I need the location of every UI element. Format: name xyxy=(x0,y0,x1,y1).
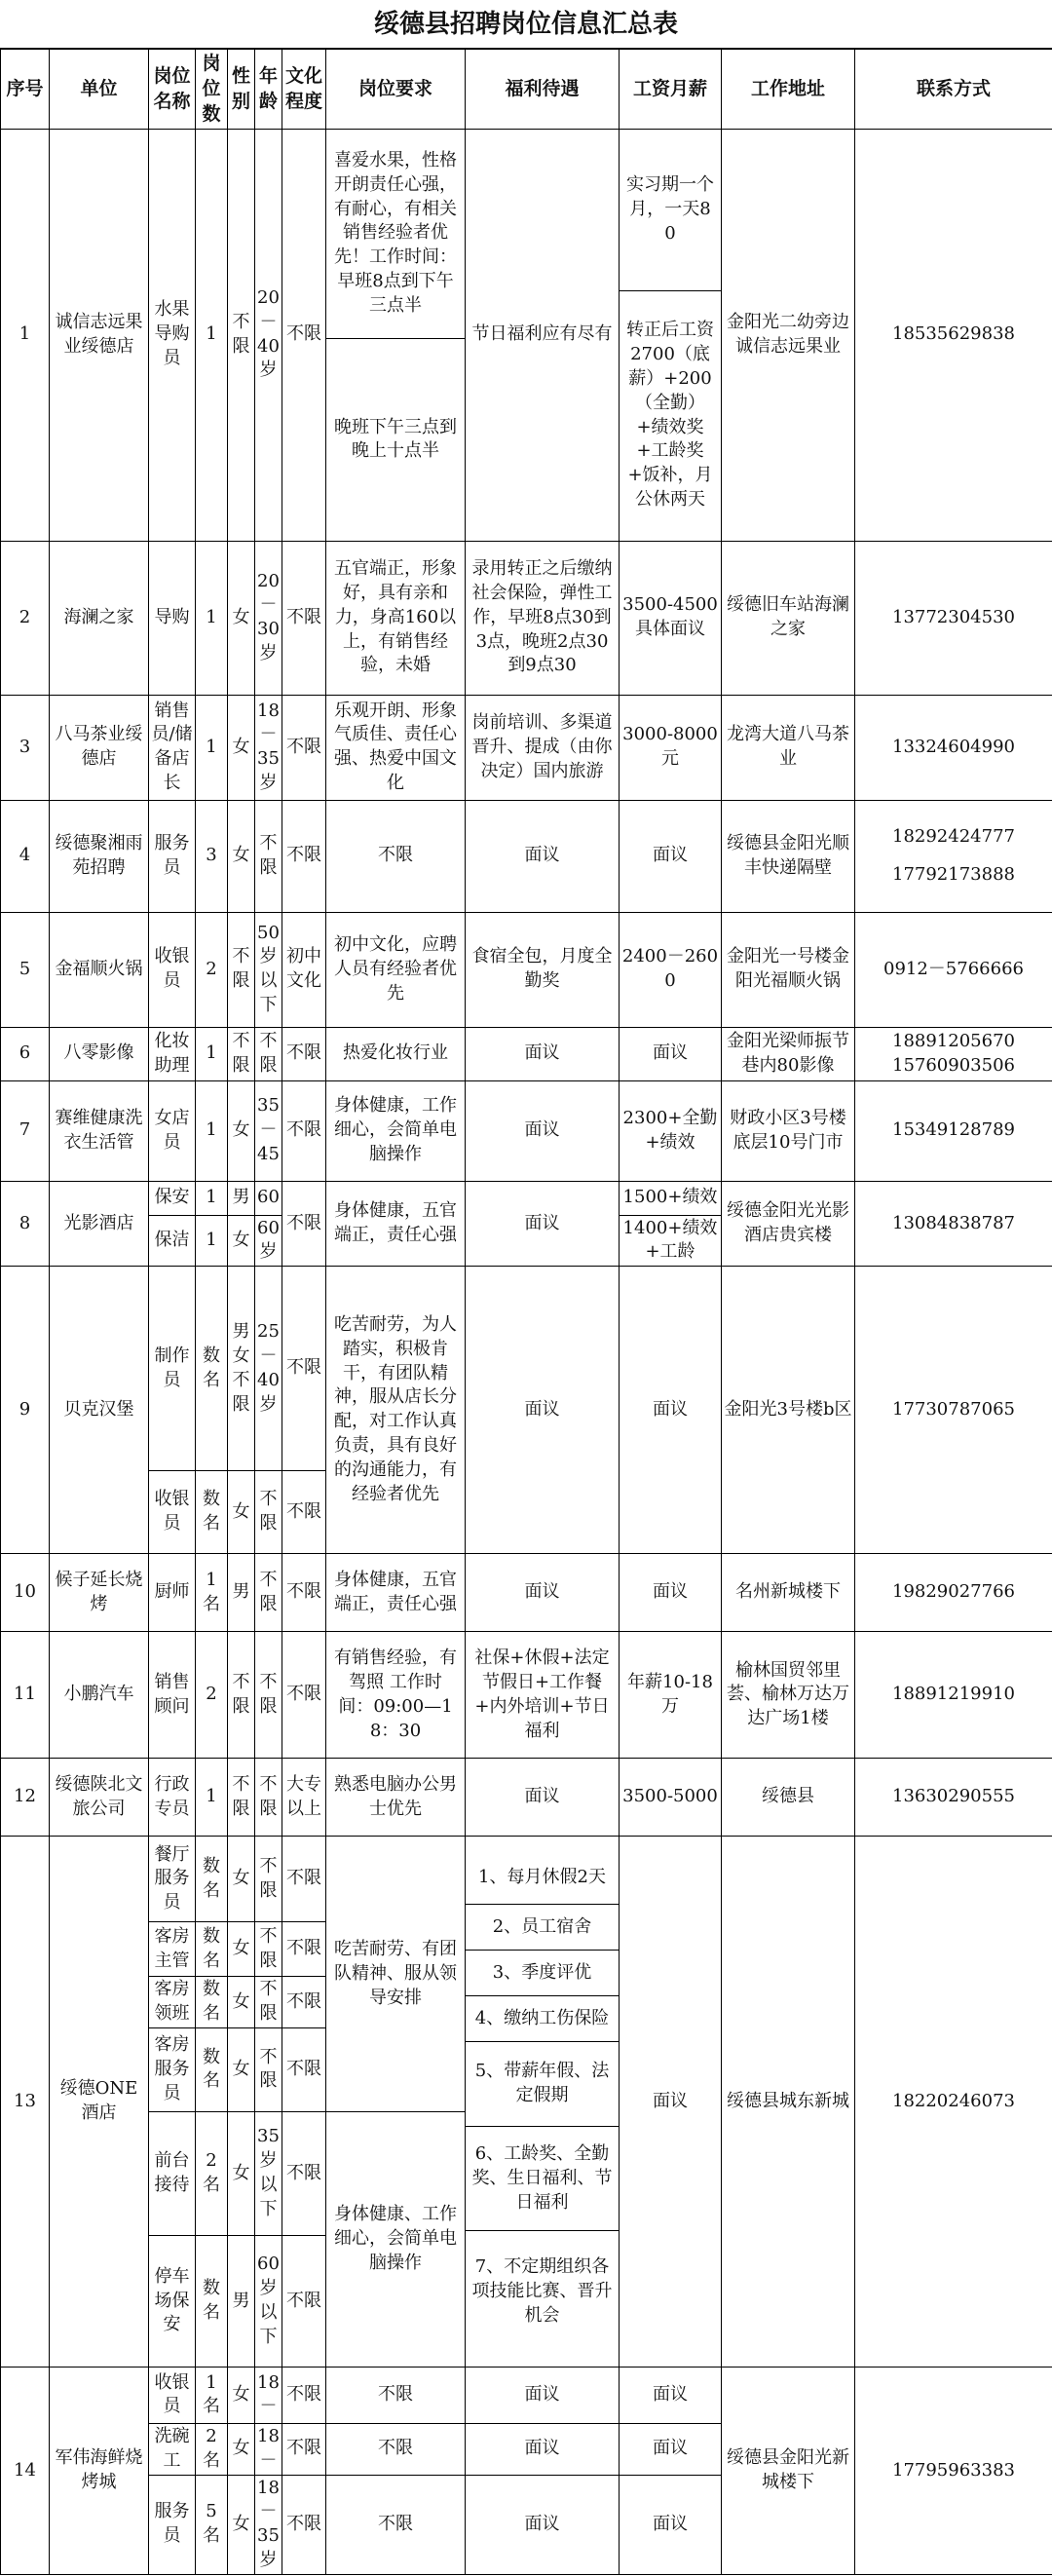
cell-welfare: 节日福利应有尽有 xyxy=(466,129,620,541)
cell-position: 制作员 xyxy=(149,1267,196,1471)
cell-salary: 1500+绩效 xyxy=(620,1181,722,1215)
header-no: 序号 xyxy=(1,50,50,130)
cell-company: 候子延长烧烤 xyxy=(50,1554,149,1632)
table-row xyxy=(1,1080,1052,1181)
page-title: 绥德县招聘岗位信息汇总表 xyxy=(0,0,1052,49)
cell-address: 金阳光3号楼b区 xyxy=(722,1267,855,1554)
cell-salary: 2300+全勤+绩效 xyxy=(620,1080,722,1181)
cell-age: 不限 xyxy=(255,1977,282,2028)
cell-position: 女店员 xyxy=(149,1080,196,1181)
welfare-item: 6、工龄奖、全勤奖、生日福利、节日福利 xyxy=(466,2127,619,2231)
cell-position: 收银员 xyxy=(149,912,196,1027)
cell-count: 1 xyxy=(196,1181,228,1215)
welfare-item: 4、缴纳工伤保险 xyxy=(466,1996,619,2042)
cell-requirements: 初中文化，应聘人员有经验者优先 xyxy=(326,912,466,1027)
cell-age: 18－35岁 xyxy=(255,695,282,800)
cell-contact xyxy=(855,800,1052,912)
table-row xyxy=(1,1027,1052,1080)
cell-count: 数名 xyxy=(196,1977,228,2028)
cell-education: 不限 xyxy=(282,129,326,541)
cell-welfare: 面议 xyxy=(466,1759,620,1837)
cell-address: 绥德金阳光光影酒店贵宾楼 xyxy=(722,1181,855,1267)
cell-company: 八马茶业绥德店 xyxy=(50,695,149,800)
cell-welfare: 食宿全包，月度全勤奖 xyxy=(466,912,620,1027)
cell-address: 金阳光一号楼金阳光福顺火锅 xyxy=(722,912,855,1027)
cell-address: 绥德县金阳光新城楼下 xyxy=(722,2367,855,2574)
cell-education: 不限 xyxy=(282,1977,326,2028)
cell-count: 1 xyxy=(196,1215,228,1267)
welfare-item: 1、每月休假2天 xyxy=(466,1851,619,1905)
table-row xyxy=(1,1759,1052,1837)
cell-age: 18－35岁 xyxy=(255,2475,282,2574)
cell-education: 不限 xyxy=(282,1837,326,1922)
cell-contact: 13084838787 xyxy=(855,1181,1052,1267)
cell-count: 数名 xyxy=(196,1471,228,1554)
cell-address: 金阳光二幼旁边诚信志远果业 xyxy=(722,129,855,541)
cell-welfare: 面议 xyxy=(466,2475,620,2574)
cell-age: 50岁以下 xyxy=(255,912,282,1027)
cell-position: 行政专员 xyxy=(149,1759,196,1837)
table-row xyxy=(1,800,1052,912)
cell-no: 5 xyxy=(1,912,50,1027)
header-age: 年龄 xyxy=(255,50,282,130)
cell-gender: 不限 xyxy=(228,1027,255,1080)
salary-regular: 转正后工资2700（底薪）+200（全勤）+绩效奖+工龄奖+饭补，月公休两天 xyxy=(626,320,714,511)
cell-gender: 女 xyxy=(228,1977,255,2028)
cell-requirements: 身体健康，五官端正，责任心强 xyxy=(326,1554,466,1632)
cell-company: 军伟海鲜烧烤城 xyxy=(50,2367,149,2574)
cell-gender: 男 xyxy=(228,2235,255,2367)
cell-welfare: 社保+休假+法定节假日+工作餐+内外培训+节日福利 xyxy=(466,1632,620,1759)
cell-welfare: 面议 xyxy=(466,1554,620,1632)
cell-no: 7 xyxy=(1,1080,50,1181)
cell-age: 不限 xyxy=(255,1837,282,1922)
cell-age: 18－ xyxy=(255,2423,282,2475)
cell-contact: 13324604990 xyxy=(855,695,1052,800)
contact-phone-1: 18292424777 xyxy=(892,825,1015,847)
cell-education: 不限 xyxy=(282,2475,326,2574)
cell-welfare: 面议 xyxy=(466,1080,620,1181)
cell-gender: 女 xyxy=(228,2027,255,2111)
cell-address: 绥德县城东新城 xyxy=(722,1837,855,2368)
cell-education: 不限 xyxy=(282,1471,326,1554)
cell-age: 35岁以下 xyxy=(255,2111,282,2235)
cell-gender: 男 xyxy=(228,1554,255,1632)
cell-age: 18－ xyxy=(255,2367,282,2423)
recruitment-table xyxy=(0,49,1052,2575)
table-row xyxy=(1,1632,1052,1759)
table-row xyxy=(1,1554,1052,1632)
welfare-item: 5、带薪年假、法定假期 xyxy=(466,2042,619,2127)
cell-position: 保洁 xyxy=(149,1215,196,1267)
cell-age: 不限 xyxy=(255,1554,282,1632)
cell-education: 不限 xyxy=(282,2367,326,2423)
table-row xyxy=(1,1181,1052,1215)
cell-no: 9 xyxy=(1,1267,50,1554)
cell-position: 厨师 xyxy=(149,1554,196,1632)
cell-welfare: 岗前培训、多渠道晋升、提成（由你决定）国内旅游 xyxy=(466,695,620,800)
cell-requirements: 热爱化妆行业 xyxy=(326,1027,466,1080)
cell-salary: 面议 xyxy=(620,1027,722,1080)
cell-gender: 不限 xyxy=(228,1759,255,1837)
cell-count: 1 xyxy=(196,129,228,541)
cell-gender: 男女不限 xyxy=(228,1267,255,1471)
cell-gender: 女 xyxy=(228,2475,255,2574)
cell-salary: 1400+绩效+工龄 xyxy=(620,1215,722,1267)
cell-count: 1 xyxy=(196,695,228,800)
cell-age: 不限 xyxy=(255,1922,282,1977)
cell-gender: 女 xyxy=(228,2111,255,2235)
cell-no: 3 xyxy=(1,695,50,800)
welfare-item: 3、季度评优 xyxy=(466,1951,619,1996)
cell-contact: 0912－5766666 xyxy=(855,912,1052,1027)
cell-contact xyxy=(855,1027,1052,1080)
cell-position: 客房主管 xyxy=(149,1922,196,1977)
cell-gender: 不限 xyxy=(228,912,255,1027)
cell-salary: 面议 xyxy=(620,2475,722,2574)
cell-gender: 女 xyxy=(228,2423,255,2475)
cell-count: 1 xyxy=(196,1027,228,1080)
cell-count: 数名 xyxy=(196,2235,228,2367)
header-company: 单位 xyxy=(50,50,149,130)
cell-address: 榆林国贸邻里荟、榆林万达万达广场1楼 xyxy=(722,1632,855,1759)
cell-position: 洗碗工 xyxy=(149,2423,196,2475)
cell-address: 龙湾大道八马茶业 xyxy=(722,695,855,800)
cell-address: 金阳光梁师振节巷内80影像 xyxy=(722,1027,855,1080)
header-salary: 工资月薪 xyxy=(620,50,722,130)
cell-contact: 13772304530 xyxy=(855,541,1052,695)
salary-probation: 实习期一个月，一天80 xyxy=(620,130,721,291)
cell-education: 不限 xyxy=(282,695,326,800)
cell-age: 35－45 xyxy=(255,1080,282,1181)
cell-contact: 17730787065 xyxy=(855,1267,1052,1554)
cell-position: 收银员 xyxy=(149,1471,196,1554)
cell-welfare: 面议 xyxy=(466,1267,620,1554)
cell-no: 4 xyxy=(1,800,50,912)
cell-company: 赛维健康洗衣生活管 xyxy=(50,1080,149,1181)
cell-position: 前台接待 xyxy=(149,2111,196,2235)
cell-gender: 女 xyxy=(228,1215,255,1267)
header-gender: 性别 xyxy=(228,50,255,130)
cell-no: 1 xyxy=(1,129,50,541)
cell-no: 14 xyxy=(1,2367,50,2574)
cell-gender: 男 xyxy=(228,1181,255,1215)
cell-position: 保安 xyxy=(149,1181,196,1215)
cell-education: 不限 xyxy=(282,541,326,695)
cell-count: 1 xyxy=(196,1080,228,1181)
table-row xyxy=(1,2367,1052,2423)
cell-age: 不限 xyxy=(255,2027,282,2111)
table-row xyxy=(1,912,1052,1027)
cell-age: 20－40岁 xyxy=(255,129,282,541)
cell-salary: 面议 xyxy=(620,800,722,912)
cell-count: 1名 xyxy=(196,2367,228,2423)
cell-company: 光影酒店 xyxy=(50,1181,149,1267)
cell-contact: 18891219910 xyxy=(855,1632,1052,1759)
cell-position: 餐厅服务员 xyxy=(149,1837,196,1922)
cell-welfare: 面议 xyxy=(466,1181,620,1267)
cell-education: 大专以上 xyxy=(282,1759,326,1837)
cell-address: 绥德县金阳光顺丰快递隔壁 xyxy=(722,800,855,912)
cell-requirements: 晚班下午三点到晚上十点半 xyxy=(326,339,466,542)
cell-contact: 15349128789 xyxy=(855,1080,1052,1181)
cell-company: 绥德陕北文旅公司 xyxy=(50,1759,149,1837)
table-row xyxy=(1,695,1052,800)
cell-count: 5名 xyxy=(196,2475,228,2574)
contact-phone-2: 17792173888 xyxy=(892,863,1015,885)
cell-no: 10 xyxy=(1,1554,50,1632)
cell-age: 不限 xyxy=(255,1759,282,1837)
cell-salary xyxy=(620,129,722,541)
cell-position: 导购 xyxy=(149,541,196,695)
cell-education: 初中文化 xyxy=(282,912,326,1027)
cell-company: 金福顺火锅 xyxy=(50,912,149,1027)
header-position: 岗位名称 xyxy=(149,50,196,130)
cell-requirements: 喜爱水果，性格开朗责任心强，有耐心，有相关销售经验者优先！工作时间：早班8点到下午三点半 xyxy=(326,129,466,339)
cell-address: 名州新城楼下 xyxy=(722,1554,855,1632)
cell-gender: 女 xyxy=(228,2367,255,2423)
cell-requirements: 吃苦耐劳，为人踏实，积极肯干，有团队精神，服从店长分配，对工作认真负责，具有良好的沟通能力，有经验者优先 xyxy=(326,1267,466,1554)
cell-no: 12 xyxy=(1,1759,50,1837)
cell-contact: 13630290555 xyxy=(855,1759,1052,1837)
cell-position: 客房服务员 xyxy=(149,2027,196,2111)
cell-address: 财政小区3号楼底层10号门市 xyxy=(722,1080,855,1181)
table-row xyxy=(1,129,1052,339)
header-education: 文化程度 xyxy=(282,50,326,130)
cell-education: 不限 xyxy=(282,1922,326,1977)
cell-contact: 17795963383 xyxy=(855,2367,1052,2574)
cell-age: 60 xyxy=(255,1181,282,1215)
cell-age: 不限 xyxy=(255,800,282,912)
cell-position: 服务员 xyxy=(149,2475,196,2574)
cell-salary: 面议 xyxy=(620,1837,722,2368)
cell-salary: 3500-5000 xyxy=(620,1759,722,1837)
cell-position: 水果导购员 xyxy=(149,129,196,541)
cell-education: 不限 xyxy=(282,800,326,912)
cell-count: 2名 xyxy=(196,2423,228,2475)
cell-requirements: 身体健康，工作细心，会简单电脑操作 xyxy=(326,1080,466,1181)
cell-salary: 2400－2600 xyxy=(620,912,722,1027)
cell-count: 2名 xyxy=(196,2111,228,2235)
welfare-item: 2、员工宿舍 xyxy=(466,1905,619,1951)
cell-gender: 女 xyxy=(228,800,255,912)
cell-education: 不限 xyxy=(282,2027,326,2111)
header-row xyxy=(1,50,1052,130)
cell-age: 25－40岁 xyxy=(255,1267,282,1471)
cell-salary: 面议 xyxy=(620,2423,722,2475)
welfare-item: 7、不定期组织各项技能比赛、晋升机会 xyxy=(471,2255,613,2326)
cell-requirements: 五官端正，形象好，具有亲和力，身高160以上，有销售经验，未婚 xyxy=(326,541,466,695)
cell-requirements: 乐观开朗、形象气质佳、责任心强、热爱中国文化 xyxy=(326,695,466,800)
cell-age: 60岁以下 xyxy=(255,2235,282,2367)
cell-count: 数名 xyxy=(196,1922,228,1977)
cell-age: 不限 xyxy=(255,1632,282,1759)
cell-company: 贝克汉堡 xyxy=(50,1267,149,1554)
cell-position: 客房领班 xyxy=(149,1977,196,2028)
cell-position: 化妆助理 xyxy=(149,1027,196,1080)
cell-count: 1 xyxy=(196,541,228,695)
cell-welfare xyxy=(466,1837,620,2368)
cell-age: 60岁 xyxy=(255,1215,282,1267)
cell-gender: 女 xyxy=(228,1837,255,1922)
cell-count: 2 xyxy=(196,912,228,1027)
cell-education: 不限 xyxy=(282,1632,326,1759)
cell-salary: 3500-4500具体面议 xyxy=(620,541,722,695)
cell-no: 8 xyxy=(1,1181,50,1267)
table-row xyxy=(1,1837,1052,1922)
cell-gender: 女 xyxy=(228,541,255,695)
cell-requirements: 不限 xyxy=(326,2423,466,2475)
cell-requirements: 身体健康，五官端正，责任心强 xyxy=(326,1181,466,1267)
header-count: 岗位数 xyxy=(196,50,228,130)
cell-company: 绥德聚湘雨苑招聘 xyxy=(50,800,149,912)
cell-company: 诚信志远果业绥德店 xyxy=(50,129,149,541)
cell-salary: 3000-8000元 xyxy=(620,695,722,800)
cell-count: 2 xyxy=(196,1632,228,1759)
contact-phone-1: 18891205670 xyxy=(892,1030,1015,1051)
cell-gender: 不限 xyxy=(228,1632,255,1759)
cell-position: 销售顾问 xyxy=(149,1632,196,1759)
table-row xyxy=(1,541,1052,695)
cell-salary: 面议 xyxy=(620,2367,722,2423)
table-row xyxy=(1,1267,1052,1471)
cell-company: 绥德ONE酒店 xyxy=(50,1837,149,2368)
cell-welfare: 面议 xyxy=(466,2367,620,2423)
cell-age: 不限 xyxy=(255,1027,282,1080)
cell-gender: 女 xyxy=(228,1080,255,1181)
cell-education: 不限 xyxy=(282,1080,326,1181)
header-welfare: 福利待遇 xyxy=(466,50,620,130)
cell-address: 绥德县 xyxy=(722,1759,855,1837)
cell-address: 绥德旧车站海澜之家 xyxy=(722,541,855,695)
header-address: 工作地址 xyxy=(722,50,855,130)
cell-salary: 年薪10-18万 xyxy=(620,1632,722,1759)
cell-education: 不限 xyxy=(282,1181,326,1267)
cell-welfare: 面议 xyxy=(466,800,620,912)
cell-education: 不限 xyxy=(282,2111,326,2235)
contact-phone-2: 15760903506 xyxy=(892,1054,1015,1076)
cell-no: 2 xyxy=(1,541,50,695)
cell-company: 小鹏汽车 xyxy=(50,1632,149,1759)
cell-gender: 不限 xyxy=(228,129,255,541)
cell-age: 不限 xyxy=(255,1471,282,1554)
header-requirements: 岗位要求 xyxy=(326,50,466,130)
cell-salary: 面议 xyxy=(620,1554,722,1632)
cell-education: 不限 xyxy=(282,1554,326,1632)
cell-education: 不限 xyxy=(282,1267,326,1471)
cell-no: 13 xyxy=(1,1837,50,2368)
header-contact: 联系方式 xyxy=(855,50,1052,130)
cell-gender: 女 xyxy=(228,1471,255,1554)
cell-count: 3 xyxy=(196,800,228,912)
cell-company: 海澜之家 xyxy=(50,541,149,695)
cell-contact: 19829027766 xyxy=(855,1554,1052,1632)
cell-gender: 女 xyxy=(228,695,255,800)
cell-requirements: 熟悉电脑办公男士优先 xyxy=(326,1759,466,1837)
cell-welfare: 面议 xyxy=(466,2423,620,2475)
cell-contact: 18535629838 xyxy=(855,129,1052,541)
cell-position: 停车场保安 xyxy=(149,2235,196,2367)
cell-salary: 面议 xyxy=(620,1267,722,1554)
cell-count: 数名 xyxy=(196,1837,228,1922)
cell-position: 服务员 xyxy=(149,800,196,912)
cell-requirements: 不限 xyxy=(326,2367,466,2423)
cell-count: 1 xyxy=(196,1759,228,1837)
cell-education: 不限 xyxy=(282,2423,326,2475)
cell-count: 数名 xyxy=(196,2027,228,2111)
cell-requirements: 不限 xyxy=(326,2475,466,2574)
cell-contact: 18220246073 xyxy=(855,1837,1052,2368)
cell-count: 数名 xyxy=(196,1267,228,1471)
cell-requirements: 身体健康、工作细心，会简单电脑操作 xyxy=(326,2111,466,2367)
cell-position: 销售员/储备店长 xyxy=(149,695,196,800)
cell-education: 不限 xyxy=(282,2235,326,2367)
cell-education: 不限 xyxy=(282,1027,326,1080)
cell-age: 20－30岁 xyxy=(255,541,282,695)
cell-no: 11 xyxy=(1,1632,50,1759)
cell-company: 八零影像 xyxy=(50,1027,149,1080)
cell-requirements: 有销售经验，有驾照 工作时间：09:00—18：30 xyxy=(326,1632,466,1759)
cell-position: 收银员 xyxy=(149,2367,196,2423)
cell-no: 6 xyxy=(1,1027,50,1080)
cell-requirements: 不限 xyxy=(326,800,466,912)
cell-welfare: 录用转正之后缴纳社会保险，弹性工作，早班8点30到3点，晚班2点30到9点30 xyxy=(466,541,620,695)
cell-count: 1名 xyxy=(196,1554,228,1632)
cell-requirements: 吃苦耐劳、有团队精神、服从领导安排 xyxy=(326,1837,466,2112)
cell-gender: 女 xyxy=(228,1922,255,1977)
cell-welfare: 面议 xyxy=(466,1027,620,1080)
